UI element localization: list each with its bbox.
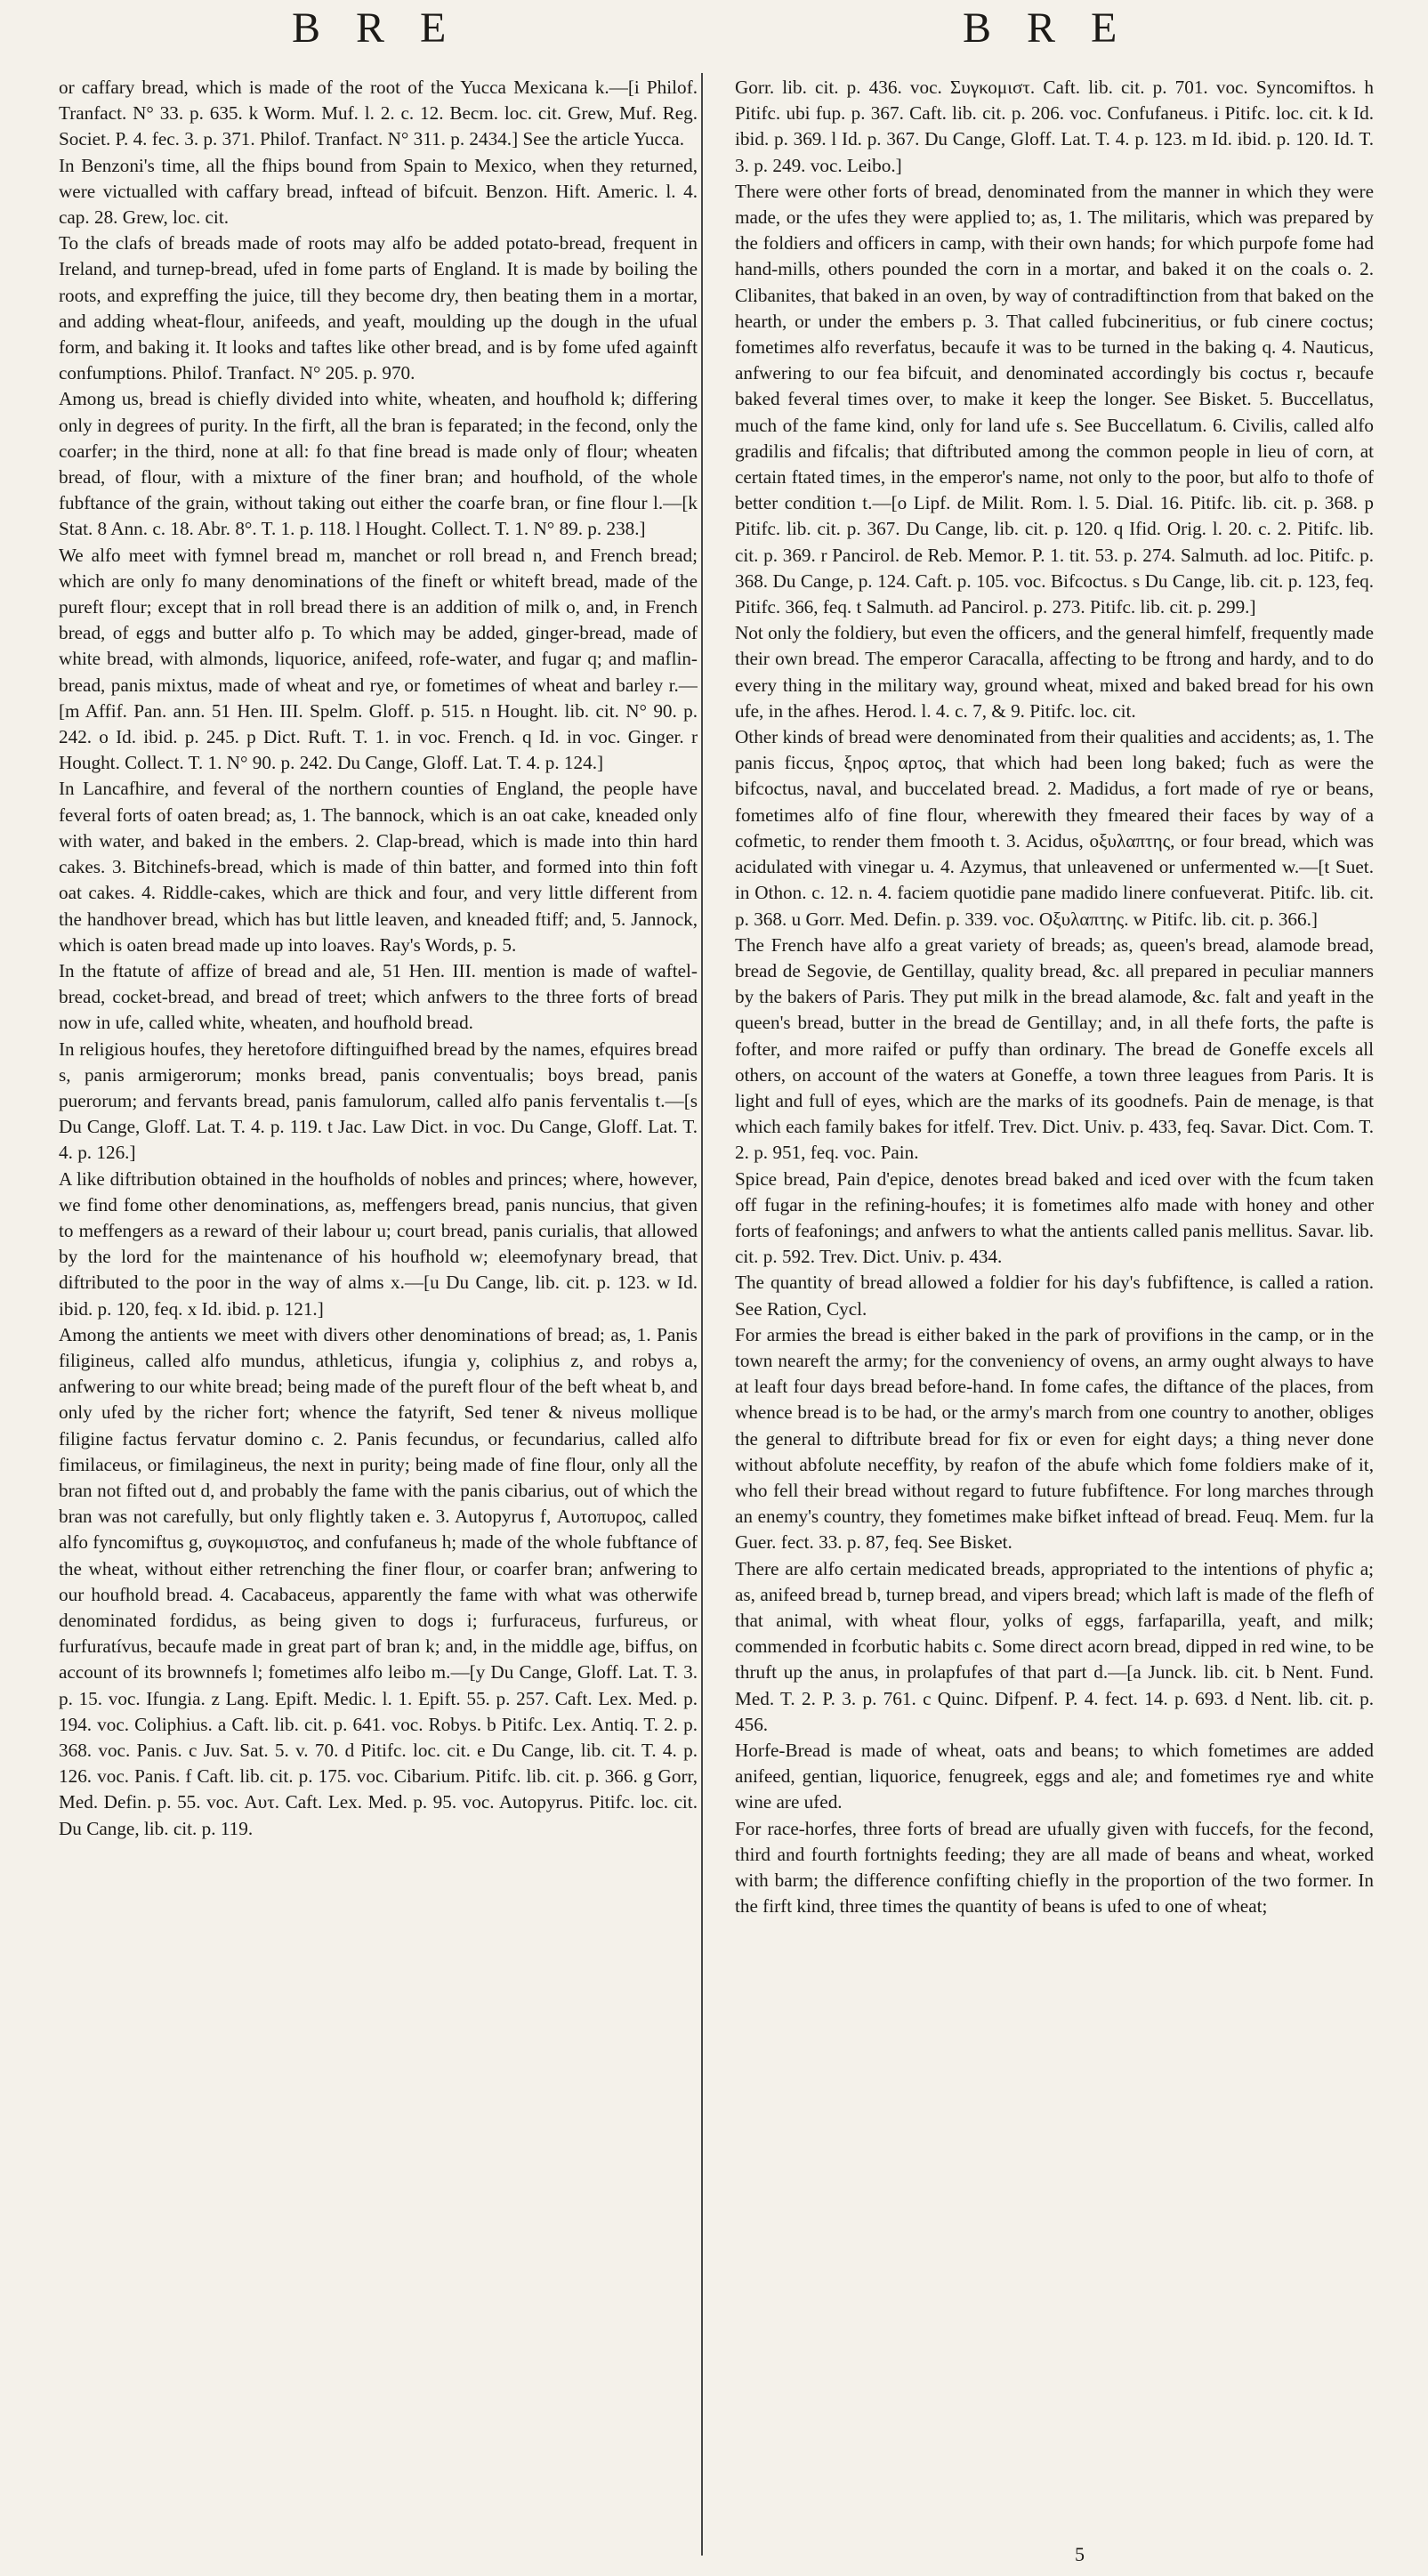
paragraph: A like diftribution obtained in the houfholds of nobles and princes; where, however, we find fome other denominations, as, meffengers bread, panis nuncius, that given to meffengers as a reward of their labour u; court bread, panis curialis, that allowed by the lord for the maintenance of his houfhold w; eleemofynary bread, that diftributed to the poor in the way of alms x.—[u Du Cange, lib. cit. p. 123. w Id. ibid. p. 120, feq. x Id. ibid. p. 121.] xyxy=(59,1167,698,1320)
paragraph: There are alfo certain medicated breads, appropriated to the intentions of phyfic a; as, anifeed bread b, turnep bread, and vipers bread; which laft is made of the flefh of that animal, with wheat flour, yolks of eggs, farfaparilla, yeaft, and milk; commended in fcorbutic habits c. Some direct acorn bread, dipped in red wine, to be thruft up the anus, in prolapfufes of that part d.—[a Junck. lib. cit. b Nent. Fund. Med. T. 2. P. 3. p. 761. c Quinc. Difpenf. P. 4. fect. 14. p. 693. d Nent. lib. cit. p. 456. xyxy=(735,1557,1374,1735)
page-number: 5 xyxy=(1075,2543,1085,2565)
paragraph: There were other forts of bread, denominated from the manner in which they were made, or the ufes they were applied to; as, 1. The militaris, which was prepared by the foldiers and officers in camp, with their own hands; for which purpofe fome had hand-mills, others pounded the corn in a mortar, and baked it on the coals o. 2. Clibanites, that baked in an oven, by way of contradiftinction from that baked on the hearth, or under the embers p. 3. That called fubcineritius, or fub cinere coctus; fometimes alfo reverfatus, becaufe it was to be turned in the baking q. 4. Nauticus, anfwering to our fea bifcuit, and denominated accordingly bis coctus r, becaufe baked feveral times over, to make it keep the longer. See Bisket. 5. Buccellatus, much of the fame kind, only for land ufe s. See Buccellatum. 6. Civilis, called alfo gradilis and fifcalis; that diftributed among the common people in lieu of corn, at certain ftated times, in the emperor's name, not only to the poor, but alfo to thofe of better condition t.—[o Lipf. de Milit. Rom. l. 5. Dial. 16. Pitifc. lib. cit. p. 368. p Pitifc. lib. cit. p. 367. Du Cange, lib. cit. p. 120. q Ifid. Orig. l. 20. c. 2. Pitifc. lib. cit. p. 369. r Pancirol. de Reb. Memor. P. 1. tit. 53. p. 274. Salmuth. ad loc. Pitifc. p. 368. Du Cange, p. 124. Caft. p. 105. voc. Bifcoctus. s Du Cange, lib. cit. p. 123, feq. Pitifc. 366, feq. t Salmuth. ad Pancirol. p. 273. Pitifc. lib. cit. p. 299.] xyxy=(735,180,1374,618)
paragraph: For armies the bread is either baked in the park of provifions in the camp, or in the town neareft the army; for the conveniency of ovens, an army ought always to have at leaft four days bread before-hand. In fome cafes, the diftance of the places, from whence bread is to be had, or the army's march from one country to another, obliges the general to diftribute bread for fix or even for eight days; a thing never done without abfolute neceffity, by reafon of the abufe which fome foldiers make of it, who fell their bread without regard to future fubfiftence. For long marches through an enemy's country, they fometimes make bifket inftead of bread. Feuq. Mem. fur la Guer. fect. 33. p. 87, feq. See Bisket. xyxy=(735,1323,1374,1554)
paragraph: To the clafs of breads made of roots may alfo be added potato-bread, frequent in Ireland, and turnep-bread, ufed in fome parts of England. It is made by boiling the roots, and expreffing the juice, till they become dry, then beating them in a mortar, and adding wheat-flour, anifeeds, and yeaft, moulding up the dough in the ufual form, and baking it. It looks and taftes like other bread, and is by fome ufed againft confumptions. Philof. Tranfact. N° 205. p. 970. xyxy=(59,232,698,384)
running-head-right: B R E xyxy=(963,4,1130,52)
paragraph: Other kinds of bread were denominated from their qualities and accidents; as, 1. The panis ficcus, ξηρος αρτος, that which had been long baked; fuch as were the bifcoctus, naval, and buccelated bread. 2. Madidus, a fort made of rye or beans, fometimes alfo of fine flour, wherewith they fmeared their faces by way of a cofmetic, to render them fmooth t. 3. Acidus, οξυλαπτης, or four bread, which was acidulated with vinegar u. 4. Azymus, that unleavened or unfermented w.—[t Suet. in Othon. c. 12. n. 4. faciem quotidie pane madido linere confueverat. Pitifc. lib. cit. p. 368. u Gorr. Med. Defin. p. 339. voc. Οξυλαπτης. w Pitifc. lib. cit. p. 366.] xyxy=(735,726,1374,930)
column-divider xyxy=(701,73,703,2556)
running-head-left: B R E xyxy=(292,4,459,52)
paragraph: The quantity of bread allowed a foldier for his day's fubfiftence, is called a ration. See Ration, Cycl. xyxy=(735,1272,1374,1320)
paragraph: In Benzoni's time, all the fhips bound from Spain to Mexico, when they returned, were victualled with caffary bread, inftead of bifcuit. Benzon. Hift. Americ. l. 4. cap. 28. Grew, loc. cit. xyxy=(59,154,698,229)
left-column xyxy=(59,75,698,2557)
paragraph: or caffary bread, which is made of the root of the Yucca Mexicana k.—[i Philof. Tranfact. N° 33. p. 635. k Worm. Muf. l. 2. c. 12. Becm. loc. cit. Grew, Muf. Reg. Societ. P. 4. fec. 3. p. 371. Philof. Tranfact. N° 311. p. 2434.] See the article Yucca. xyxy=(59,77,698,150)
paragraph: In religious houfes, they heretofore diftinguifhed bread by the names, efquires bread s, panis armigerorum; monks bread, panis conventualis; boys bread, panis puerorum; and fervants bread, panis famulorum, called alfo panis ferventalis t.—[s Du Cange, Gloff. Lat. T. 4. p. 119. t Jac. Law Dict. in voc. Du Cange, Gloff. Lat. T. 4. p. 126.] xyxy=(59,1038,698,1164)
paragraph: Among the antients we meet with divers other denominations of bread; as, 1. Panis filigineus, called alfo mundus, athleticus, ifungia y, coliphius z, and robys a, anfwering to our white bread; being made of the pureft flour of the beft wheat b, and only ufed by the richer fort; whence the fatyrift, Sed tener & niveus mollique filigine factus fervatur domino c. 2. Panis fecundus, or fecundarius, called alfo fimilaceus, or fimilagineus, the next in purity; being made of fine flour, only all the bran not fifted out d, and probably the fame with the panis cibarius, out of which the bran was not carefully, but only flightly taken e. 3. Autopyrus f, Αυτοπυρος, called alfo fyncomiftus g, συγκομιστος, and confufaneus h; made of the whole fubftance of the wheat, without either retrenching the finer flour, or coarfer bran; anfwering to our houfhold bread. 4. Cacabaceus, apparently the fame with what was otherwife denominated fordidus, as being given to dogs i; furfuraceus, furfureus, or furfuratívus, becaufe made in great part of bran k; and, in the middle age, biffus, on account of its brownnefs l; fometimes alfo leibo m.—[y Du Cange, Gloff. Lat. T. 3. p. 15. voc. Ifungia. z Lang. Epift. Medic. l. 1. Epift. 55. p. 257. Caft. Lex. Med. p. 194. voc. Coliphius. a Caft. lib. cit. p. 641. voc. Robys. b Pitifc. Lex. Antiq. T. 2. p. 368. voc. Panis. c Juv. Sat. 5. v. 70. d Pitifc. loc. cit. e Du Cange, lib. cit. T. 4. p. 126. voc. Panis. f Caft. lib. cit. p. 175. voc. Cibarium. Pitifc. lib. cit. p. 366. g Gorr, Med. Defin. p. 55. voc. Αυτ. Caft. Lex. Med. p. 95. voc. Autopyrus. Pitifc. loc. cit. Du Cange, lib. cit. p. 119. xyxy=(59,1323,698,1839)
paragraph: In Lancafhire, and feveral of the northern counties of England, the people have feveral forts of oaten bread; as, 1. The bannock, which is an oat cake, kneaded only with water, and baked in the embers. 2. Clap-bread, which is made into thin hard cakes. 3. Bitchinefs-bread, which is made of thin batter, and formed into thin foft oat cakes. 4. Riddle-cakes, which are thick and four, and very little different from the handhover bread, which has but little leaven, and kneaded ftiff; and, 5. Jannock, which is oaten bread made up into loaves. Ray's Words, p. 5. xyxy=(59,778,698,956)
page-header xyxy=(0,0,1428,71)
paragraph: Gorr. lib. cit. p. 436. voc. Συγκομιστ. Caft. lib. cit. p. 701. voc. Syncomiftos. h Pitifc. ubi fup. p. 367. Caft. lib. cit. p. 206. voc. Confufaneus. i Pitifc. loc. cit. k Id. ibid. p. 369. l Id. p. 367. Du Cange, Gloff. Lat. T. 4. p. 123. m Id. ibid. p. 120. Id. T. 3. p. 249. voc. Leibo.] xyxy=(735,77,1374,176)
paragraph: In the ftatute of affize of bread and ale, 51 Hen. III. mention is made of waftel-bread, cocket-bread, and bread of treet; which anfwers to the three forts of bread now in ufe, called white, wheaten, and houfhold bread. xyxy=(59,959,698,1034)
paragraph: Horfe-Bread is made of wheat, oats and beans; to which fometimes are added anifeed, gentian, liquorice, fenugreek, eggs and ale; and fometimes rye and white wine are ufed. xyxy=(735,1740,1374,1813)
paragraph: Among us, bread is chiefly divided into white, wheaten, and houfhold k; differing only in degrees of purity. In the firft, all the bran is feparated; in the fecond, only the coarfer; in the third, none at all: fo that fine bread is made only of flour; wheaten bread, of flour, with a mixture of the finer bran; and houfhold, of the whole fubftance of the grain, without taking out either the coarfe bran, or fine flour l.—[k Stat. 8 Ann. c. 18. Abr. 8°. T. 1. p. 118. l Hought. Collect. T. 1. N° 89. p. 238.] xyxy=(59,388,698,540)
paragraph: The French have alfo a great variety of breads; as, queen's bread, alamode bread, bread de Segovie, de Gentillay, quality bread, &c. all prepared in peculiar manners by the bakers of Paris. They put milk in the bread alamode, &c. falt and yeaft in the queen's bread, butter in the bread de Gentillay; and, in all thefe forts, the pafte is fofter, and more raifed or puffy than ordinary. The bread de Goneffe excels all others, on account of the waters at Goneffe, a town three leagues from Paris. It is light and full of eyes, which are the marks of its goodnefs. Pain de menage, is that which each family bakes for itfelf. Trev. Dict. Univ. p. 433, feq. Savar. Dict. Com. T. 2. p. 951, feq. voc. Pain. xyxy=(735,933,1374,1164)
paragraph: For race-horfes, three forts of bread are ufually given with fuccefs, for the fecond, third and fourth fortnights feeding; they are all made of beans and wheat, worked with barm; the difference confifting chiefly in the proportion of the two former. In the firft kind, three times the quantity of beans is ufed to one of wheat; xyxy=(735,1817,1374,1918)
paragraph: Not only the foldiery, but even the officers, and the general himfelf, frequently made their own bread. The emperor Caracalla, affecting to be ftrong and hardy, and to do every thing in the military way, ground wheat, mixed and baked bread for his own ufe, in the afhes. Herod. l. 4. c. 7, & 9. Pitifc. loc. cit. xyxy=(735,622,1374,722)
paragraph: We alfo meet with fymnel bread m, manchet or roll bread n, and French bread; which are only fo many denominations of the fineft or whiteft bread, made of the pureft flour; except that in roll bread there is an addition of milk o, and, in French bread, of eggs and butter alfo p. To which may be added, ginger-bread, made of white bread, with almonds, liquorice, anifeed, rofe-water, and fugar q; and maflin-bread, panis mixtus, made of wheat and rye, or fometimes of wheat and barley r.—[m Affif. Pan. ann. 51 Hen. III. Spelm. Gloff. p. 515. n Hought. lib. cit. N° 90. p. 242. o Id. ibid. p. 245. p Dict. Ruft. T. 1. in voc. French. q Id. in voc. Ginger. r Hought. Collect. T. 1. N° 90. p. 242. Du Cange, Gloff. Lat. T. 4. p. 124.] xyxy=(59,544,698,774)
right-column xyxy=(735,75,1374,2557)
paragraph: Spice bread, Pain d'epice, denotes bread baked and iced over with the fcum taken off fugar in the refining-houfes; it is fometimes alfo made with honey and other forts of feafonings; and anfwers to what the antients called panis mellitus. Savar. lib. cit. p. 592. Trev. Dict. Univ. p. 434. xyxy=(735,1167,1374,1268)
